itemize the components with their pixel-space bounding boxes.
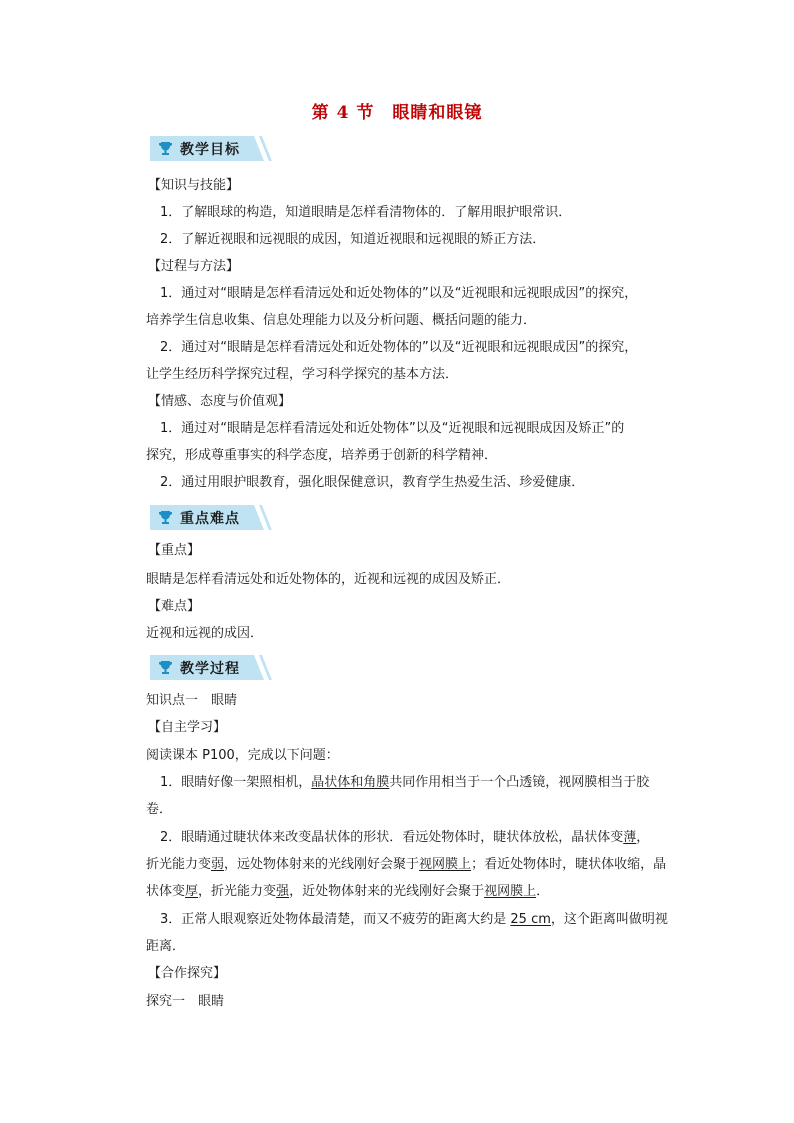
heading-difficulty: 【难点】 <box>148 599 201 614</box>
section-banner-process <box>150 655 272 680</box>
question-3: 3．正常人眼观察近处物体最清楚，而又不疲劳的距离大约是 25 cm，这个距离叫做明视 <box>160 912 668 927</box>
banner-label: 教学目标 <box>180 142 240 158</box>
goal-process-2a: 2．通过对“眼睛是怎样看清远处和近处物体的”以及“近视眼和远视眼成因”的探究， <box>160 340 638 355</box>
difficulty-text: 近视和远视的成因． <box>146 626 264 641</box>
goal-attitude-1b: 探究，形成尊重事实的科学态度，培养勇于创新的科学精神． <box>146 448 498 463</box>
answer-blank: 弱 <box>211 857 225 872</box>
goal-attitude-1a: 1．通过对“眼睛是怎样看清远处和近处物体”以及“近视眼和远视眼成因及矫正”的 <box>160 421 625 436</box>
goal-knowledge-1: 1．了解眼球的构造，知道眼睛是怎样看清物体的．了解用眼护眼常识． <box>160 205 572 220</box>
goal-attitude-2: 2．通过用眼护眼教育，强化眼保健意识，教育学生热爱生活、珍爱健康． <box>160 475 585 490</box>
heading-process-method: 【过程与方法】 <box>148 259 240 274</box>
reading-instruction: 阅读课本 P100，完成以下问题： <box>146 748 339 763</box>
question-2-line-3: 状体变厚，折光能力变强，近处物体射来的光线刚好会聚于视网膜上． <box>146 884 550 899</box>
trophy-icon <box>158 660 173 675</box>
section-banner-goals <box>150 136 272 161</box>
page-title: 第 4 节 眼睛和眼镜 <box>311 103 483 123</box>
trophy-icon <box>158 141 173 156</box>
heading-attitude: 【情感、态度与价值观】 <box>148 394 292 409</box>
goal-process-1a: 1．通过对“眼睛是怎样看清远处和近处物体的”以及“近视眼和远视眼成因”的探究， <box>160 286 638 301</box>
banner-label: 教学过程 <box>180 661 240 677</box>
question-2-line-1: 2．眼睛通过睫状体来改变晶状体的形状．看远处物体时，睫状体放松，晶状体变薄， <box>160 830 650 845</box>
heading-cooperative: 【合作探究】 <box>148 966 227 981</box>
trophy-icon <box>158 510 173 525</box>
heading-key: 【重点】 <box>148 543 201 558</box>
question-1-cont: 卷． <box>146 802 173 817</box>
knowledge-point-title: 知识点一 眼睛 <box>146 693 238 708</box>
answer-blank: 强 <box>276 884 290 899</box>
heading-knowledge: 【知识与技能】 <box>148 178 240 193</box>
answer-blank: 25 cm <box>510 912 551 927</box>
exploration-title: 探究一 眼睛 <box>146 994 225 1009</box>
question-3-cont: 距离． <box>146 939 186 954</box>
section-banner-key-points <box>150 505 272 530</box>
question-2-line-2: 折光能力变弱，远处物体射来的光线刚好会聚于视网膜上；看近处物体时，睫状体收缩，晶 <box>146 857 667 872</box>
heading-self-study: 【自主学习】 <box>148 720 227 735</box>
question-1: 1．眼睛好像一架照相机，晶状体和角膜共同作用相当于一个凸透镜，视网膜相当于胶 <box>160 775 650 790</box>
answer-blank: 厚 <box>185 884 199 899</box>
goal-knowledge-2: 2．了解近视眼和远视眼的成因，知道近视眼和远视眼的矫正方法． <box>160 232 546 247</box>
answer-blank: 薄 <box>623 830 637 845</box>
key-text: 眼睛是怎样看清远处和近处物体的，近视和远视的成因及矫正． <box>146 572 511 587</box>
goal-process-1b: 培养学生信息收集、信息处理能力以及分析问题、概括问题的能力． <box>146 313 537 328</box>
banner-label: 重点难点 <box>180 511 240 527</box>
answer-blank: 晶状体和角膜 <box>311 775 390 790</box>
answer-blank: 视网膜上 <box>419 857 472 872</box>
answer-blank: 视网膜上 <box>484 884 537 899</box>
goal-process-2b: 让学生经历科学探究过程，学习科学探究的基本方法． <box>146 367 459 382</box>
